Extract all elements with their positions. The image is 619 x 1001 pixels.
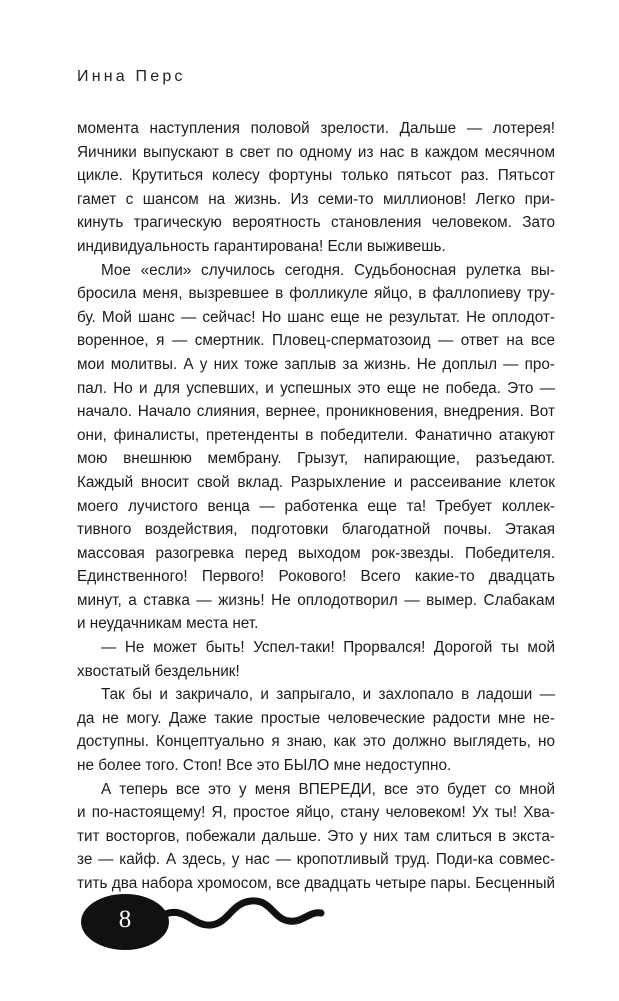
text-line: начало. Начало слияния, вернее, проникновения, внедрения. Вот	[77, 403, 555, 421]
text-line: кинуть трагическую вероятность становления человеком. Зато	[77, 214, 555, 232]
text-line: Мое «если» случилось сегодня. Судьбоносная рулетка вы-	[101, 261, 555, 279]
text-line: гамет с шансом на жизнь. Из семи-то миллионов! Легко при-	[77, 190, 555, 208]
text-line: момента наступления половой зрелости. Дальше — лотерея!	[77, 120, 555, 137]
text-line: бу. Мой шанс — сейчас! Но шанс еще не результат. Не оплодот-	[77, 308, 555, 326]
text-line: и неудачникам места нет.	[77, 615, 259, 633]
text-line: минут, а ставка — жизнь! Не оплодотворил — вымер. Слабакам	[77, 591, 555, 609]
text-line: тить два набора хромосом, все двадцать четыре пары. Бесценный	[77, 875, 555, 892]
text-line: индивидуальность гарантирована! Если выживешь.	[77, 237, 446, 255]
text-line: и по-настоящему! Я, простое яйцо, стану человеком! Ух ты! Хва-	[77, 804, 555, 822]
text-line: да не могу. Даже такие простые человеческие радости мне не-	[77, 709, 555, 727]
text-line: Единственного! Первого! Рокового! Всего какие-то двадцать	[77, 568, 555, 586]
text-line: А теперь все это у меня ВПЕРЕДИ, все это будет со мной	[101, 780, 555, 798]
text-line: пал. Но и для успевших, и успешных это еще не победа. Это —	[77, 379, 555, 397]
text-line: мою внешнюю мембрану. Грызут, напирающие, разъедают.	[77, 450, 555, 468]
text-line: моего лучистого венца — работенка еще та! Требует коллек-	[77, 497, 555, 515]
page-number: 8	[118, 906, 132, 933]
text-line: хвостатый бездельник!	[77, 662, 240, 680]
text-line: Яичники выпускают в свет по одному из нас в каждом месячном	[77, 143, 555, 161]
text-line: бросила меня, вызревшее в фолликуле яйцо, в фаллопиеву тру-	[77, 285, 555, 303]
text-line: тит восторгов, побежали дальше. Это у них там слиться в экста-	[77, 827, 555, 845]
body-text	[77, 117, 555, 896]
text-line: зе — кайф. А здесь, у нас — кропотливый труд. Поди-ка совмес-	[77, 851, 555, 869]
text-line: цикле. Крутиться колесу фортуны только пятьсот раз. Пятьсот	[77, 167, 555, 185]
page-folio	[65, 875, 345, 965]
text-line: не более того. Стоп! Все это БЫЛО мне недоступно.	[77, 757, 452, 775]
text-line: — Не может быть! Успел-таки! Прорвался! Дорогой ты мой	[101, 639, 555, 657]
text-line: воренное, я — смертник. Пловец-сперматозоид — ответ на все	[77, 332, 555, 350]
text-line: доступны. Концептуально я знаю, как это должно выглядеть, но	[77, 733, 555, 751]
text-line: массовая разогревка перед выходом рок-звезды. Победителя.	[77, 544, 555, 562]
text-line: Так бы и закричало, и запрыгало, и захлопало в ладоши —	[101, 686, 555, 704]
text-line: они, финалисты, претенденты в победители. Фанатично атакуют	[77, 426, 555, 444]
text-line: мои молитвы. А у них тоже заплыв за жизнь. Не доплыл — про-	[77, 355, 555, 373]
text-line: тивного воздействия, подготовки благодатной почвы. Этакая	[77, 521, 555, 539]
text-line: Каждый вносит свой вклад. Разрыхление и рассеивание клеток	[77, 473, 555, 491]
running-head-author: Инна Перс	[77, 68, 186, 85]
